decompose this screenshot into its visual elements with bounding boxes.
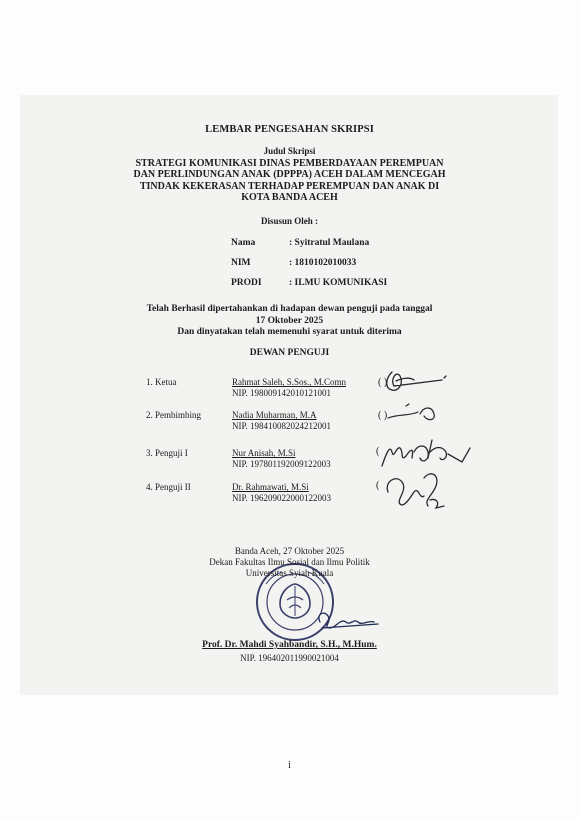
statement-line: Telah Berhasil dipertahankan di hadapan dewan penguji pada tanggal: [146, 304, 433, 314]
field-label: PRODI: [231, 278, 262, 288]
examiner-nip: NIP. 196209022000122003: [232, 493, 332, 503]
signature-bracket: (: [376, 446, 380, 457]
field-value: : ILMU KOMUNIKASI: [289, 278, 388, 288]
signature-penguji-1: [382, 440, 470, 466]
signing-block: [0, 546, 579, 579]
statement-date: 17 Oktober 2025: [255, 315, 324, 326]
signature-bracket: ( ): [378, 377, 388, 388]
field-label: NIM: [231, 258, 251, 268]
disusun-oleh: Disusun Oleh :: [260, 216, 319, 226]
university-name: Universitas Syiah Kuala: [245, 568, 334, 578]
examiner-role: 2. Pembimbing: [146, 410, 202, 420]
examiner-name: Nadia Muharman, M.A: [232, 410, 317, 420]
faculty-name: Dekan Fakultas Ilmu Sosial dan Ilmu Politik: [209, 557, 370, 567]
signature-penguji-2: [387, 474, 444, 508]
examiner-role: 1. Ketua: [146, 377, 177, 387]
examiner-nip: NIP. 198009142010121001: [232, 388, 332, 398]
thesis-title-line: KOTA BANDA ACEH: [241, 192, 338, 204]
examiner-role: 4. Penguji II: [146, 482, 191, 492]
field-label: Nama: [231, 238, 256, 248]
judul-label: Judul Skripsi: [263, 146, 316, 156]
thesis-title-line: STRATEGI KOMUNIKASI DINAS PEMBERDAYAAN PEREMPUAN: [135, 158, 444, 169]
dean-name: Prof. Dr. Mahdi Syahbandir, S.H., M.Hum.: [202, 640, 377, 650]
examiner-nip: NIP. 198410082024212001: [232, 421, 332, 431]
examiner-nip: NIP. 197801192009122003: [232, 459, 331, 469]
examiner-name: Nur Anisah, M.Si: [232, 448, 296, 458]
examiner-name: Rahmat Saleh, S.Sos., M.Comn: [232, 377, 347, 387]
statement-line: Dan dinyatakan telah memenuhi syarat untuk diterima: [177, 327, 402, 338]
dean-nip: NIP. 196402011990021004: [240, 653, 339, 663]
signature-ketua: [387, 372, 446, 390]
page-title: LEMBAR PENGESAHAN SKRIPSI: [205, 124, 374, 135]
dewan-penguji-heading: DEWAN PENGUJI: [249, 348, 330, 358]
signing-place-date: Banda Aceh, 27 Oktober 2025: [234, 546, 345, 556]
field-value: : 1810102010033: [289, 258, 357, 268]
signature-pembimbing: [388, 404, 434, 420]
examiner-name: Dr. Rahmawati, M.Si: [232, 482, 309, 492]
field-value: : Syitratul Maulana: [289, 238, 370, 248]
signature-bracket: (: [376, 480, 380, 491]
thesis-title-line: TINDAK KEKERASAN TERHADAP PEREMPUAN DAN ANAK DI: [139, 180, 440, 192]
examiner-role: 3. Penguji I: [146, 448, 188, 458]
signature-bracket: ( ): [378, 410, 388, 421]
page-number: i: [288, 760, 291, 771]
thesis-title-line: DAN PERLINDUNGAN ANAK (DPPPA) ACEH DALAM MENCEGAH: [133, 169, 446, 181]
